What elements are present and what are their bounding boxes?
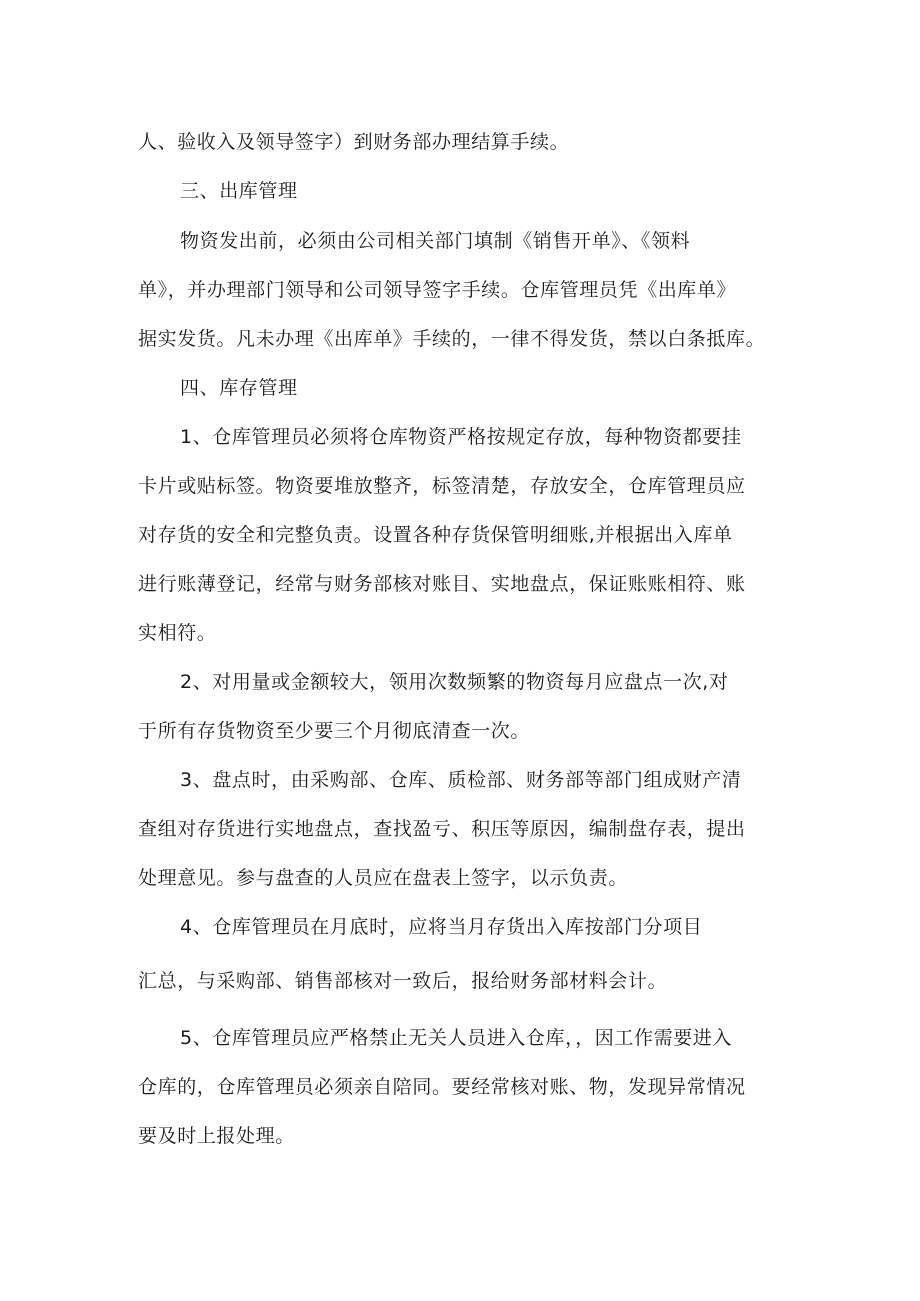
text-line: 4、仓库管理员在月底时，应将当月存货出入库按部门分项目 <box>180 916 703 938</box>
text-line: 于所有存货物资至少要三个月彻底清查一次。 <box>138 720 531 742</box>
text-line: 据实发货。凡未办理《出库单》手续的，一律不得发货，禁以白条抵库。 <box>138 328 766 350</box>
text-line: 处理意见。参与盘查的人员应在盘表上签字，以示负责。 <box>138 867 629 889</box>
text-line: 仓库的，仓库管理员必须亲自陪同。要经常核对账、物，发现异常情况 <box>138 1076 746 1098</box>
text-line: 汇总，与采购部、销售部核对一致后，报给财务部材料会计。 <box>138 970 668 992</box>
text-line: 进行账薄登记，经常与财务部核对账目、实地盘点，保证账账相符、账 <box>138 573 746 595</box>
text-line: 3、盘点时，由采购部、仓库、质检部、财务部等部门组成财产清 <box>180 769 742 791</box>
text-line: 实相符。 <box>138 622 217 644</box>
text-line: 卡片或贴标签。物资要堆放整齐，标签清楚，存放安全，仓库管理员应 <box>138 475 746 497</box>
text-line: 查组对存货进行实地盘点，查找盈亏、积压等原因，编制盘存表，提出 <box>138 818 746 840</box>
text-line: 单》，并办理部门领导和公司领导签字手续。仓库管理员凭《出库单》 <box>138 279 737 301</box>
text-line: 2、对用量或金额较大，领用次数频繁的物资每月应盘点一次,对 <box>180 671 729 693</box>
text-line: 对存货的安全和完整负责。设置各种存货保管明细账,并根据出入库单 <box>138 524 733 546</box>
text-line: 5、仓库管理员应严格禁止无关人员进入仓库，，因工作需要进入 <box>180 1027 732 1049</box>
text-line: 要及时上报处理。 <box>138 1125 295 1147</box>
text-line: 物资发出前，必须由公司相关部门填制《销售开单》、《领料 <box>180 230 691 252</box>
text-line: 1、仓库管理员必须将仓库物资严格按规定存放，每种物资都要挂 <box>180 426 742 448</box>
text-line: 人、验收入及领导签字）到财务部办理结算手续。 <box>138 131 570 153</box>
section-heading-inventory: 四、库存管理 <box>180 377 298 399</box>
section-heading-outbound: 三、出库管理 <box>180 180 298 202</box>
